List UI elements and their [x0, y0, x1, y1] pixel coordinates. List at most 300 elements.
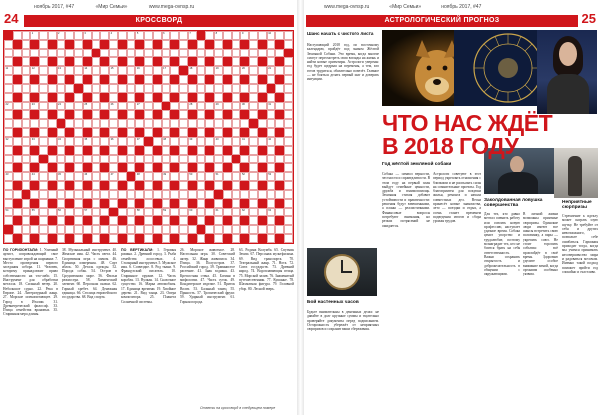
crossword-cell[interactable] [258, 155, 267, 164]
crossword-cell[interactable] [249, 84, 258, 93]
crossword-cell[interactable] [188, 66, 197, 75]
crossword-cell[interactable] [170, 225, 179, 234]
crossword-cell[interactable] [170, 102, 179, 111]
crossword-cell[interactable] [232, 57, 241, 66]
crossword-cell[interactable] [30, 84, 39, 93]
crossword-cell[interactable] [179, 155, 188, 164]
crossword-cell[interactable] [153, 137, 162, 146]
crossword-cell[interactable] [92, 57, 101, 66]
crossword-cell[interactable] [188, 84, 197, 93]
crossword-cell[interactable] [74, 110, 83, 119]
crossword-cell[interactable] [65, 172, 74, 181]
crossword-cell[interactable] [205, 66, 214, 75]
crossword-cell[interactable] [30, 225, 39, 234]
crossword-cell[interactable] [127, 119, 136, 128]
crossword-cell[interactable] [57, 216, 66, 225]
crossword-cell[interactable] [249, 110, 258, 119]
crossword-cell[interactable] [13, 155, 22, 164]
crossword-cell[interactable] [179, 31, 191, 40]
crossword-cell[interactable] [144, 163, 153, 172]
crossword-cell[interactable] [13, 172, 22, 181]
crossword-cell[interactable] [57, 110, 66, 119]
crossword-cell[interactable] [240, 225, 249, 234]
crossword-cell[interactable] [100, 190, 109, 199]
crossword-cell[interactable] [135, 119, 144, 128]
crossword-cell[interactable] [258, 119, 267, 128]
crossword-cell[interactable] [232, 181, 241, 190]
crossword-cell[interactable] [188, 172, 197, 181]
crossword-cell[interactable] [214, 119, 223, 128]
crossword-cell[interactable] [214, 225, 223, 234]
crossword-cell[interactable] [144, 57, 153, 66]
crossword-cell[interactable] [144, 155, 153, 164]
crossword-cell[interactable] [153, 225, 162, 234]
crossword-cell[interactable] [39, 172, 48, 181]
crossword-cell[interactable] [214, 146, 223, 155]
crossword-cell[interactable] [74, 163, 83, 172]
crossword-cell[interactable] [92, 234, 101, 243]
crossword-cell[interactable] [214, 102, 223, 111]
crossword-cell[interactable] [4, 66, 13, 75]
crossword-cell[interactable] [65, 49, 74, 58]
crossword-cell[interactable] [100, 49, 109, 58]
crossword-cell[interactable] [153, 66, 162, 75]
crossword-cell[interactable] [39, 31, 48, 40]
crossword-cell[interactable] [118, 155, 127, 164]
crossword-cell[interactable] [214, 199, 223, 208]
crossword-cell[interactable] [127, 66, 136, 75]
crossword-cell[interactable] [39, 49, 48, 58]
crossword-cell[interactable] [13, 66, 22, 75]
crossword-cell[interactable] [197, 57, 206, 66]
crossword-cell[interactable] [249, 155, 258, 164]
crossword-cell[interactable] [4, 84, 13, 93]
crossword-cell[interactable] [249, 75, 258, 84]
crossword-cell[interactable] [223, 31, 232, 40]
crossword-cell[interactable] [4, 216, 13, 225]
crossword-cell[interactable] [197, 66, 206, 75]
crossword-cell[interactable] [284, 181, 293, 190]
crossword-cell[interactable] [162, 155, 171, 164]
crossword-cell[interactable] [57, 75, 66, 84]
crossword-cell[interactable] [144, 146, 153, 155]
crossword-cell[interactable] [22, 181, 31, 190]
crossword-cell[interactable] [214, 234, 223, 243]
crossword-cell[interactable] [162, 172, 171, 181]
crossword-cell[interactable] [214, 40, 223, 49]
crossword-cell[interactable] [188, 208, 197, 217]
crossword-cell[interactable] [109, 137, 118, 146]
crossword-cell[interactable] [258, 31, 267, 40]
crossword-cell[interactable] [162, 234, 171, 243]
crossword-cell[interactable] [162, 199, 171, 208]
crossword-cell[interactable] [232, 163, 241, 172]
crossword-cell[interactable] [100, 102, 109, 111]
crossword-cell[interactable] [258, 172, 267, 181]
crossword-cell[interactable] [135, 84, 144, 93]
crossword-cell[interactable] [197, 216, 206, 225]
crossword-cell[interactable] [232, 172, 241, 181]
crossword-cell[interactable] [74, 40, 83, 49]
crossword-cell[interactable] [197, 40, 206, 49]
crossword-cell[interactable] [232, 128, 241, 137]
crossword-cell[interactable] [153, 172, 162, 181]
crossword-cell[interactable] [57, 234, 66, 243]
crossword-cell[interactable] [284, 163, 293, 172]
crossword-cell[interactable] [57, 137, 66, 146]
crossword-cell[interactable] [30, 208, 39, 217]
crossword-cell[interactable] [223, 84, 232, 93]
crossword-cell[interactable] [83, 31, 92, 40]
crossword-cell[interactable] [74, 208, 83, 217]
crossword-cell[interactable] [4, 234, 13, 243]
crossword-cell[interactable] [83, 225, 92, 234]
crossword-cell[interactable] [127, 110, 136, 119]
crossword-cell[interactable] [258, 66, 267, 75]
crossword-cell[interactable] [249, 57, 258, 66]
crossword-cell[interactable] [179, 208, 188, 217]
crossword-cell[interactable] [13, 208, 22, 217]
crossword-cell[interactable] [57, 208, 66, 217]
crossword-cell[interactable] [83, 172, 92, 181]
crossword-cell[interactable] [170, 84, 179, 93]
crossword-cell[interactable] [135, 155, 144, 164]
crossword-cell[interactable] [57, 102, 66, 111]
crossword-cell[interactable] [162, 110, 171, 119]
crossword-cell[interactable] [30, 172, 39, 181]
crossword-cell[interactable] [267, 49, 276, 58]
crossword-cell[interactable] [162, 146, 171, 155]
crossword-cell[interactable] [118, 225, 127, 234]
crossword-cell[interactable] [83, 119, 92, 128]
crossword-cell[interactable] [284, 146, 293, 155]
crossword-cell[interactable] [205, 225, 214, 234]
crossword-cell[interactable] [267, 66, 276, 75]
crossword-cell[interactable] [153, 190, 162, 199]
crossword-cell[interactable] [127, 225, 136, 234]
crossword-cell[interactable] [109, 93, 118, 102]
crossword-cell[interactable] [100, 119, 109, 128]
crossword-cell[interactable] [22, 40, 31, 49]
crossword-cell[interactable] [83, 155, 92, 164]
crossword-cell[interactable] [179, 190, 188, 199]
crossword-cell[interactable] [39, 216, 48, 225]
crossword-cell[interactable] [109, 225, 118, 234]
crossword-cell[interactable] [205, 49, 214, 58]
crossword-cell[interactable] [162, 181, 171, 190]
crossword-cell[interactable] [92, 190, 101, 199]
crossword-cell[interactable] [197, 137, 206, 146]
crossword-cell[interactable] [144, 216, 153, 225]
crossword-cell[interactable] [30, 66, 39, 75]
crossword-cell[interactable] [92, 172, 101, 181]
crossword-cell[interactable] [267, 75, 276, 84]
crossword-cell[interactable] [65, 155, 74, 164]
crossword-cell[interactable] [267, 190, 276, 199]
crossword-cell[interactable] [4, 137, 13, 146]
crossword-cell[interactable] [275, 102, 284, 111]
crossword-cell[interactable] [118, 119, 127, 128]
crossword-cell[interactable] [232, 31, 244, 40]
crossword-cell[interactable] [267, 146, 276, 155]
crossword-cell[interactable] [4, 199, 13, 208]
crossword-cell[interactable] [74, 146, 83, 155]
crossword-cell[interactable] [109, 199, 118, 208]
crossword-cell[interactable] [57, 128, 66, 137]
crossword-cell[interactable] [135, 208, 144, 217]
crossword-cell[interactable] [197, 163, 206, 172]
crossword-cell[interactable] [57, 181, 66, 190]
crossword-cell[interactable] [13, 119, 22, 128]
crossword-cell[interactable] [118, 31, 127, 40]
crossword-cell[interactable] [74, 155, 83, 164]
crossword-cell[interactable] [144, 66, 153, 75]
crossword-cell[interactable] [153, 31, 165, 40]
crossword-cell[interactable] [118, 172, 127, 181]
crossword-cell[interactable] [197, 84, 206, 93]
crossword-cell[interactable] [30, 137, 39, 146]
crossword-cell[interactable] [74, 57, 83, 66]
crossword-cell[interactable] [240, 172, 249, 181]
crossword-cell[interactable] [4, 155, 13, 164]
crossword-cell[interactable] [275, 190, 284, 199]
crossword-cell[interactable] [267, 57, 276, 66]
crossword-cell[interactable] [197, 119, 206, 128]
crossword-cell[interactable] [197, 199, 206, 208]
crossword-cell[interactable] [74, 225, 83, 234]
crossword-cell[interactable] [197, 49, 206, 58]
crossword-cell[interactable] [109, 57, 118, 66]
crossword-cell[interactable] [57, 199, 66, 208]
crossword-cell[interactable] [39, 57, 48, 66]
crossword-cell[interactable] [127, 84, 136, 93]
crossword-cell[interactable] [179, 110, 188, 119]
crossword-cell[interactable] [144, 93, 153, 102]
crossword-cell[interactable] [92, 181, 101, 190]
crossword-cell[interactable] [30, 49, 39, 58]
crossword-cell[interactable] [135, 190, 144, 199]
crossword-cell[interactable] [144, 225, 153, 234]
crossword-cell[interactable] [249, 137, 258, 146]
crossword-cell[interactable] [205, 208, 214, 217]
crossword-cell[interactable] [144, 75, 153, 84]
crossword-cell[interactable] [127, 75, 136, 84]
crossword-cell[interactable] [197, 208, 206, 217]
crossword-cell[interactable] [127, 49, 136, 58]
crossword-cell[interactable] [170, 172, 179, 181]
crossword-cell[interactable] [109, 49, 118, 58]
crossword-cell[interactable] [284, 57, 293, 66]
crossword-cell[interactable] [74, 128, 83, 137]
crossword-cell[interactable] [22, 146, 31, 155]
crossword-cell[interactable] [39, 102, 48, 111]
crossword-cell[interactable] [258, 225, 267, 234]
crossword-cell[interactable] [48, 119, 57, 128]
crossword-cell[interactable] [214, 163, 223, 172]
crossword-cell[interactable] [223, 208, 232, 217]
crossword-cell[interactable] [179, 57, 188, 66]
crossword-cell[interactable] [205, 102, 214, 111]
crossword-cell[interactable] [214, 110, 223, 119]
crossword-cell[interactable] [275, 155, 284, 164]
crossword-cell[interactable] [22, 57, 31, 66]
crossword-cell[interactable] [127, 181, 136, 190]
crossword-cell[interactable] [83, 137, 92, 146]
crossword-cell[interactable] [179, 181, 188, 190]
crossword-cell[interactable] [4, 172, 13, 181]
crossword-cell[interactable] [162, 119, 171, 128]
crossword-cell[interactable] [162, 163, 171, 172]
crossword-cell[interactable] [48, 102, 57, 111]
crossword-cell[interactable] [162, 84, 171, 93]
crossword-cell[interactable] [232, 119, 241, 128]
crossword-cell[interactable] [74, 199, 83, 208]
crossword-cell[interactable] [179, 93, 188, 102]
crossword-cell[interactable] [162, 216, 171, 225]
crossword-cell[interactable] [188, 225, 197, 234]
crossword-cell[interactable] [100, 137, 109, 146]
crossword-cell[interactable] [162, 57, 171, 66]
crossword-cell[interactable] [179, 199, 188, 208]
crossword-cell[interactable] [74, 190, 83, 199]
crossword-cell[interactable] [92, 84, 101, 93]
crossword-cell[interactable] [109, 172, 118, 181]
crossword-cell[interactable] [267, 40, 276, 49]
crossword-cell[interactable] [267, 234, 276, 243]
crossword-cell[interactable] [92, 40, 101, 49]
crossword-grid[interactable] [3, 30, 294, 244]
crossword-cell[interactable] [4, 119, 13, 128]
crossword-cell[interactable] [258, 208, 267, 217]
crossword-cell[interactable] [92, 93, 101, 102]
crossword-cell[interactable] [223, 102, 232, 111]
crossword-cell[interactable] [223, 225, 232, 234]
crossword-cell[interactable] [144, 181, 153, 190]
crossword-cell[interactable] [153, 49, 162, 58]
crossword-cell[interactable] [232, 225, 241, 234]
crossword-cell[interactable] [275, 31, 284, 40]
crossword-cell[interactable] [240, 66, 249, 75]
crossword-cell[interactable] [249, 146, 258, 155]
crossword-cell[interactable] [92, 225, 101, 234]
crossword-cell[interactable] [57, 40, 66, 49]
crossword-cell[interactable] [74, 75, 83, 84]
crossword-cell[interactable] [65, 208, 74, 217]
crossword-cell[interactable] [232, 66, 241, 75]
crossword-cell[interactable] [65, 84, 74, 93]
crossword-cell[interactable] [92, 155, 101, 164]
crossword-cell[interactable] [92, 163, 101, 172]
crossword-cell[interactable] [197, 155, 206, 164]
crossword-cell[interactable] [214, 137, 223, 146]
crossword-cell[interactable] [162, 225, 171, 234]
crossword-cell[interactable] [48, 190, 57, 199]
crossword-cell[interactable] [197, 234, 206, 243]
crossword-cell[interactable] [249, 199, 258, 208]
crossword-cell[interactable] [118, 84, 127, 93]
crossword-cell[interactable] [170, 119, 179, 128]
crossword-cell[interactable] [144, 234, 153, 243]
crossword-cell[interactable] [179, 49, 188, 58]
crossword-cell[interactable] [267, 155, 276, 164]
crossword-cell[interactable] [144, 208, 153, 217]
crossword-cell[interactable] [74, 31, 86, 40]
crossword-cell[interactable] [30, 31, 39, 40]
crossword-cell[interactable] [65, 225, 74, 234]
crossword-cell[interactable] [57, 172, 66, 181]
crossword-cell[interactable] [100, 225, 109, 234]
crossword-cell[interactable] [30, 119, 39, 128]
crossword-cell[interactable] [57, 155, 66, 164]
crossword-cell[interactable] [109, 40, 118, 49]
crossword-cell[interactable] [162, 31, 171, 40]
crossword-cell[interactable] [57, 49, 66, 58]
crossword-cell[interactable] [92, 128, 101, 137]
crossword-cell[interactable] [39, 137, 48, 146]
crossword-cell[interactable] [48, 155, 57, 164]
crossword-cell[interactable] [284, 31, 293, 40]
crossword-cell[interactable] [223, 137, 232, 146]
crossword-cell[interactable] [65, 31, 74, 40]
crossword-cell[interactable] [22, 93, 31, 102]
crossword-cell[interactable] [100, 208, 109, 217]
crossword-cell[interactable] [109, 66, 118, 75]
crossword-cell[interactable] [249, 49, 258, 58]
crossword-cell[interactable] [240, 31, 249, 40]
crossword-cell[interactable] [65, 190, 74, 199]
crossword-cell[interactable] [48, 208, 57, 217]
crossword-cell[interactable] [249, 93, 258, 102]
crossword-cell[interactable] [22, 31, 34, 40]
crossword-cell[interactable] [135, 66, 144, 75]
crossword-cell[interactable] [92, 75, 101, 84]
crossword-cell[interactable] [109, 155, 118, 164]
crossword-cell[interactable] [179, 146, 188, 155]
crossword-cell[interactable] [100, 172, 109, 181]
crossword-cell[interactable] [232, 102, 241, 111]
crossword-cell[interactable] [57, 146, 66, 155]
crossword-cell[interactable] [223, 119, 232, 128]
crossword-cell[interactable] [249, 181, 258, 190]
crossword-cell[interactable] [39, 225, 48, 234]
crossword-cell[interactable] [284, 172, 293, 181]
crossword-cell[interactable] [92, 208, 101, 217]
crossword-cell[interactable] [188, 137, 197, 146]
crossword-cell[interactable] [4, 208, 13, 217]
crossword-cell[interactable] [214, 66, 223, 75]
crossword-cell[interactable] [22, 75, 31, 84]
crossword-cell[interactable] [232, 199, 241, 208]
crossword-cell[interactable] [249, 40, 258, 49]
crossword-cell[interactable] [127, 31, 139, 40]
crossword-cell[interactable] [249, 66, 258, 75]
crossword-cell[interactable] [109, 163, 118, 172]
crossword-cell[interactable] [179, 234, 188, 243]
crossword-cell[interactable] [13, 84, 22, 93]
crossword-cell[interactable] [197, 146, 206, 155]
crossword-cell[interactable] [109, 190, 118, 199]
crossword-cell[interactable] [267, 225, 276, 234]
crossword-cell[interactable] [22, 128, 31, 137]
crossword-cell[interactable] [109, 102, 118, 111]
crossword-cell[interactable] [39, 190, 48, 199]
crossword-cell[interactable] [92, 102, 101, 111]
crossword-cell[interactable] [179, 225, 188, 234]
crossword-cell[interactable] [284, 199, 293, 208]
crossword-cell[interactable] [39, 40, 48, 49]
crossword-cell[interactable] [100, 31, 109, 40]
crossword-cell[interactable] [153, 208, 162, 217]
